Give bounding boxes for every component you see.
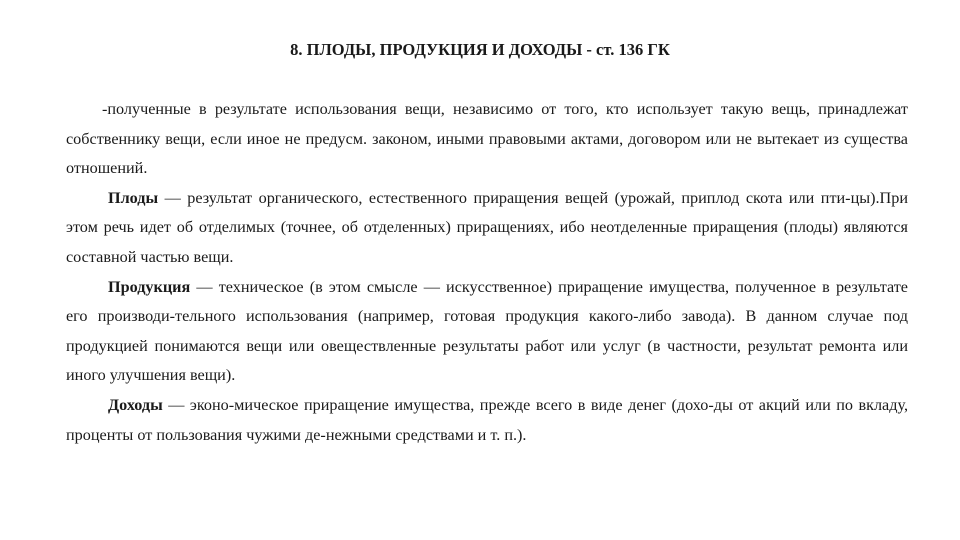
income-definition: — эконо-мическое приращение имущества, прежде всего в виде денег (дохо-ды от акций или по вкладу, проценты от пользования чужими де-нежными средствами и т. п.). — [66, 395, 908, 444]
fruits-paragraph — [66, 184, 908, 273]
slide-body — [66, 95, 908, 450]
fruits-term: Плоды — [108, 188, 159, 207]
fruits-definition: — результат органического, естественного приращения вещей (урожай, приплод скота или пти-цы).При этом речь идет об отделимых (точнее, об отделенных) приращениях, ибо неотделенные приращения (плоды) являются составной частью вещи. — [66, 188, 908, 266]
intro-paragraph — [66, 95, 908, 184]
products-paragraph — [66, 273, 908, 391]
intro-text: -полученные в результате использования вещи, независимо от того, кто использует такую вещь, принадлежат собственнику вещи, если иное не предусм. законом, иными правовыми актами, договором или не вытекает из существа отношений. — [66, 100, 908, 178]
products-definition: — техническое (в этом смысле — искусственное) приращение имущества, полученное в результате его производи-тельного использования (например, готовая продукция какого-либо завода). В данном случае под продукцией понимаются вещи или овеществленные результаты работ или услуг (в частности, результат ремонта или иного улучшения вещи). — [66, 277, 908, 385]
slide-title: 8. ПЛОДЫ, ПРОДУКЦИЯ И ДОХОДЫ - ст. 136 ГК — [290, 40, 670, 59]
income-paragraph — [66, 391, 908, 450]
income-term: Доходы — [108, 395, 163, 414]
products-term: Продукция — [108, 277, 191, 296]
